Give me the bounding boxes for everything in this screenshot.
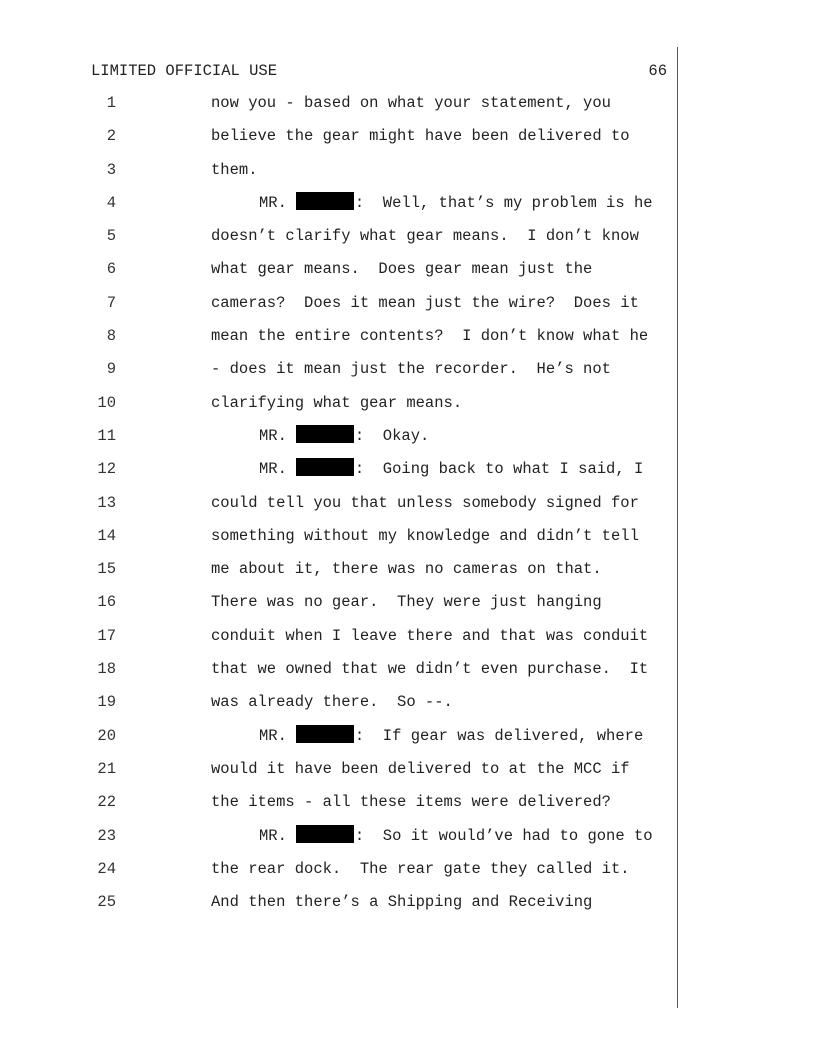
speaker-turn [259, 725, 643, 747]
line-text: me about it, there was no cameras on that. [211, 560, 602, 579]
line-text: them. [211, 160, 258, 179]
redaction-box [296, 425, 354, 443]
line-number: 1 [106, 94, 116, 112]
transcript-line [0, 492, 816, 525]
transcript-line [0, 225, 816, 258]
redaction-box [296, 192, 354, 210]
transcript-line [0, 858, 816, 891]
line-text: conduit when I leave there and that was conduit [211, 626, 649, 645]
transcript-line [0, 192, 816, 225]
transcript-line [0, 458, 816, 491]
transcript-line [0, 558, 816, 591]
transcript-line [0, 425, 816, 458]
speech-text: : Going back to what I said, I [354, 460, 644, 479]
line-text: now you - based on what your statement, you [211, 94, 611, 112]
speaker-title: MR. [259, 426, 287, 445]
line-text: doesn’t clarify what gear means. I don’t know [211, 227, 639, 246]
redaction-box [296, 458, 354, 476]
transcript-line [0, 258, 816, 291]
line-text: believe the gear might have been delivered to [211, 127, 630, 146]
transcript-line [0, 358, 816, 391]
speaker-turn [259, 425, 429, 447]
transcript-line [0, 891, 816, 924]
line-text: clarifying what gear means. [211, 393, 463, 412]
speaker-title: MR. [259, 193, 287, 212]
line-text: cameras? Does it mean just the wire? Does it [211, 293, 639, 312]
transcript-line [0, 125, 816, 158]
line-number: 19 [97, 693, 116, 712]
transcript-line [0, 725, 816, 758]
transcript-line [0, 525, 816, 558]
line-number: 14 [97, 526, 116, 545]
transcript-line [0, 392, 816, 425]
line-number: 7 [106, 293, 116, 312]
speaker-title: MR. [259, 460, 287, 479]
line-number: 24 [97, 859, 116, 878]
line-text: that we owned that we didn’t even purchase. It [211, 660, 649, 679]
speaker-turn [259, 458, 643, 480]
line-number: 18 [97, 660, 116, 679]
speaker-turn [259, 825, 653, 847]
line-number: 15 [97, 560, 116, 579]
line-text: the rear dock. The rear gate they called it. [211, 859, 630, 878]
line-number: 13 [97, 493, 116, 512]
classification-header: LIMITED OFFICIAL USE [91, 62, 278, 80]
speaker-title: MR. [259, 826, 287, 845]
line-text: something without my knowledge and didn’t tell [211, 526, 639, 545]
transcript-line [0, 658, 816, 691]
line-number: 6 [106, 260, 116, 279]
redaction-box [296, 725, 354, 743]
line-text: would it have been delivered to at the MCC if [211, 759, 630, 778]
line-number: 22 [97, 793, 116, 812]
line-number: 21 [97, 759, 116, 778]
speaker-turn [259, 192, 653, 214]
line-number: 23 [97, 826, 116, 845]
line-number: 11 [97, 426, 116, 445]
page-number: 66 [648, 62, 667, 80]
line-number: 8 [106, 327, 116, 346]
line-number: 4 [106, 193, 116, 212]
line-number: 17 [97, 626, 116, 645]
line-number: 25 [97, 893, 116, 912]
line-text: - does it mean just the recorder. He’s not [211, 360, 611, 379]
line-text: mean the entire contents? I don’t know what he [211, 327, 649, 346]
line-text: could tell you that unless somebody signed for [211, 493, 639, 512]
line-text: There was no gear. They were just hanging [211, 593, 602, 612]
line-number: 9 [106, 360, 116, 379]
speech-text: : If gear was delivered, where [354, 726, 644, 745]
transcript-line [0, 691, 816, 724]
line-number: 5 [106, 227, 116, 246]
transcript-line [0, 292, 816, 325]
transcript-line [0, 625, 816, 658]
line-text: the items - all these items were delivered? [211, 793, 611, 812]
transcript-line [0, 591, 816, 624]
line-number: 10 [97, 393, 116, 412]
line-number: 20 [97, 726, 116, 745]
transcript-line [0, 758, 816, 791]
line-number: 12 [97, 460, 116, 479]
redaction-box [296, 825, 354, 843]
line-number: 2 [106, 127, 116, 146]
transcript-line [0, 825, 816, 858]
line-text: was already there. So --. [211, 693, 453, 712]
line-text: what gear means. Does gear mean just the [211, 260, 593, 279]
speech-text: : Okay. [354, 426, 430, 445]
speech-text: : Well, that’s my problem is he [354, 193, 653, 212]
line-number: 3 [106, 160, 116, 179]
transcript-line [0, 92, 816, 125]
line-text: And then there’s a Shipping and Receiving [211, 893, 593, 912]
speaker-title: MR. [259, 726, 287, 745]
transcript-line [0, 159, 816, 192]
transcript-line [0, 791, 816, 824]
transcript-body [0, 92, 816, 924]
line-number: 16 [97, 593, 116, 612]
transcript-line [0, 325, 816, 358]
speech-text: : So it would’ve had to gone to [354, 826, 653, 845]
